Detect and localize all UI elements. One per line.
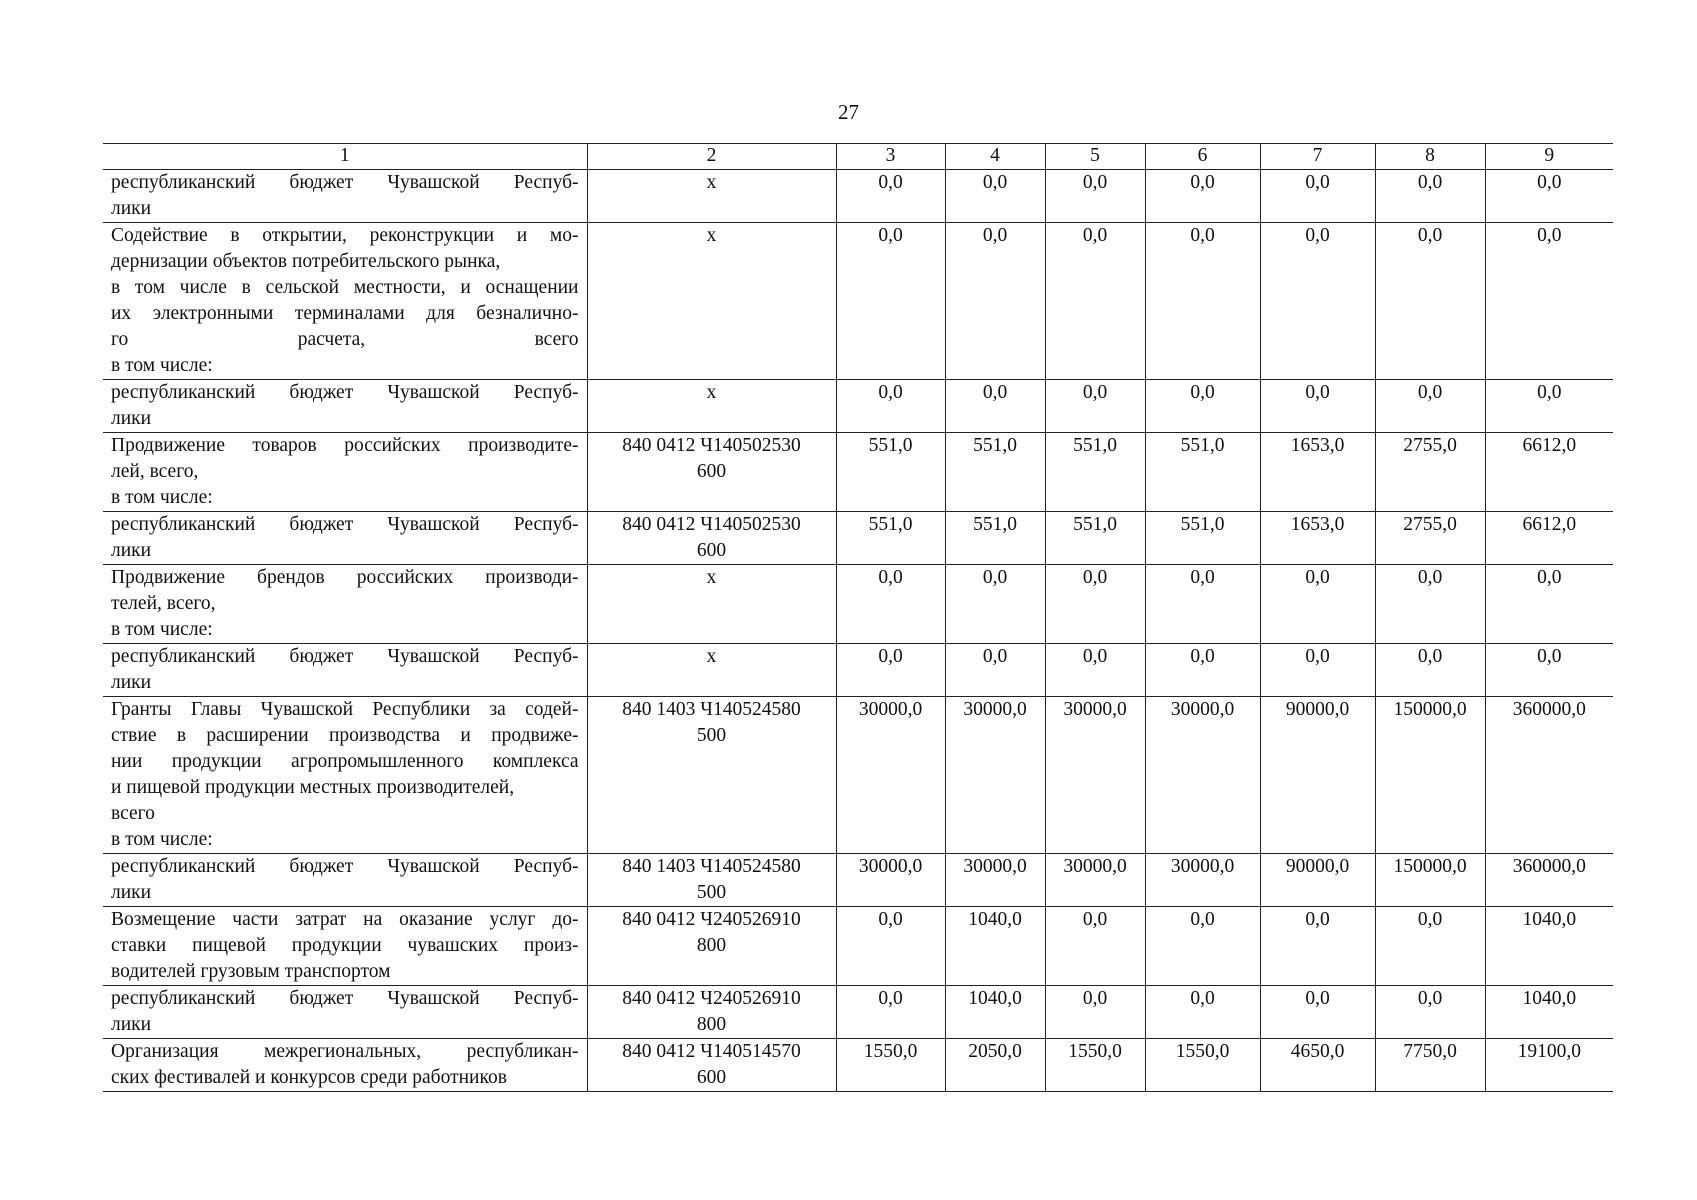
value-cell-col-7: 0,0 (1260, 907, 1375, 986)
value-cell-col-3: 0,0 (836, 644, 945, 697)
row-name-cell (103, 907, 587, 986)
row-name-line: в том числе: (111, 619, 213, 640)
budget-code-cell (587, 697, 836, 854)
value-cell-col-5: 0,0 (1045, 986, 1145, 1039)
budget-code-line: 600 (696, 461, 727, 482)
value-cell-col-7: 4650,0 (1260, 1039, 1375, 1092)
value-cell-col-6: 30000,0 (1145, 697, 1260, 854)
table-row (103, 380, 1613, 433)
row-name-line: республиканский бюджет Чувашской Респуб- (111, 646, 579, 667)
row-name-cell (103, 1039, 587, 1092)
row-name-line: лики (111, 1014, 152, 1035)
value-cell-col-9: 6612,0 (1485, 512, 1613, 565)
budget-code-line: 500 (696, 882, 727, 903)
value-cell-col-7: 0,0 (1260, 644, 1375, 697)
column-header-4: 4 (945, 144, 1045, 170)
row-name-line: в том числе: (111, 487, 213, 508)
row-name-line: ских фестивалей и конкурсов среди работников (111, 1067, 507, 1088)
value-cell-col-8: 0,0 (1375, 565, 1485, 644)
value-cell-col-5: 30000,0 (1045, 697, 1145, 854)
value-cell-col-7: 90000,0 (1260, 854, 1375, 907)
column-header-5: 5 (1045, 144, 1145, 170)
budget-code-line: х (706, 646, 717, 667)
table-row (103, 223, 1613, 380)
value-cell-col-5: 0,0 (1045, 170, 1145, 223)
value-cell-col-3: 0,0 (836, 380, 945, 433)
value-cell-col-6: 551,0 (1145, 512, 1260, 565)
row-name-cell (103, 854, 587, 907)
row-name-cell (103, 565, 587, 644)
value-cell-col-5: 0,0 (1045, 223, 1145, 380)
value-cell-col-4: 0,0 (945, 380, 1045, 433)
row-name-line: нии продукции агропромышленного комплекса (111, 751, 579, 772)
value-cell-col-7: 1653,0 (1260, 433, 1375, 512)
row-name-cell (103, 697, 587, 854)
value-cell-col-7: 0,0 (1260, 986, 1375, 1039)
row-name-line: лей, всего, (111, 461, 199, 482)
column-header-3: 3 (836, 144, 945, 170)
row-name-line: лики (111, 198, 152, 219)
value-cell-col-4: 30000,0 (945, 697, 1045, 854)
row-name-line: республиканский бюджет Чувашской Респуб- (111, 172, 579, 193)
value-cell-col-6: 30000,0 (1145, 854, 1260, 907)
budget-code-line: 840 1403 Ч140524580 (622, 699, 801, 720)
row-name-cell (103, 986, 587, 1039)
column-header-6: 6 (1145, 144, 1260, 170)
value-cell-col-8: 2755,0 (1375, 433, 1485, 512)
row-name-line: в том числе в сельской местности, и оснащении (111, 277, 579, 298)
row-name-line: водителей грузовым транспортом (111, 961, 391, 982)
budget-code-line: 800 (696, 935, 727, 956)
value-cell-col-3: 30000,0 (836, 854, 945, 907)
value-cell-col-4: 0,0 (945, 223, 1045, 380)
value-cell-col-6: 0,0 (1145, 223, 1260, 380)
budget-code-line: 840 0412 Ч140514570 (622, 1041, 801, 1062)
value-cell-col-7: 0,0 (1260, 223, 1375, 380)
value-cell-col-3: 0,0 (836, 986, 945, 1039)
row-name-cell (103, 223, 587, 380)
value-cell-col-8: 2755,0 (1375, 512, 1485, 565)
column-header-1: 1 (103, 144, 587, 170)
budget-table (103, 143, 1613, 1092)
budget-code-line: 840 0412 Ч140502530 (622, 514, 801, 535)
budget-code-line: х (706, 225, 717, 246)
table-row (103, 433, 1613, 512)
budget-code-line: 840 0412 Ч140502530 (622, 435, 801, 456)
column-header-8: 8 (1375, 144, 1485, 170)
row-name-line: Гранты Главы Чувашской Республики за содей- (111, 699, 579, 720)
value-cell-col-4: 0,0 (945, 565, 1045, 644)
value-cell-col-6: 0,0 (1145, 644, 1260, 697)
column-header-2: 2 (587, 144, 836, 170)
row-name-line: в том числе: (111, 829, 213, 850)
value-cell-col-5: 551,0 (1045, 512, 1145, 565)
value-cell-col-5: 0,0 (1045, 565, 1145, 644)
value-cell-col-3: 1550,0 (836, 1039, 945, 1092)
row-name-line: ставки пищевой продукции чувашских произ- (111, 935, 579, 956)
value-cell-col-6: 0,0 (1145, 170, 1260, 223)
value-cell-col-8: 150000,0 (1375, 854, 1485, 907)
table-row (103, 986, 1613, 1039)
value-cell-col-7: 0,0 (1260, 170, 1375, 223)
value-cell-col-9: 0,0 (1485, 565, 1613, 644)
row-name-cell (103, 170, 587, 223)
value-cell-col-3: 0,0 (836, 907, 945, 986)
value-cell-col-8: 0,0 (1375, 170, 1485, 223)
table-row (103, 1039, 1613, 1092)
budget-code-cell (587, 986, 836, 1039)
value-cell-col-7: 0,0 (1260, 565, 1375, 644)
value-cell-col-9: 360000,0 (1485, 697, 1613, 854)
value-cell-col-3: 551,0 (836, 512, 945, 565)
budget-code-line: 600 (696, 1067, 727, 1088)
row-name-cell (103, 433, 587, 512)
row-name-cell (103, 512, 587, 565)
row-name-cell (103, 644, 587, 697)
row-name-line: в том числе: (111, 355, 213, 376)
value-cell-col-8: 0,0 (1375, 380, 1485, 433)
budget-code-cell (587, 854, 836, 907)
value-cell-col-8: 7750,0 (1375, 1039, 1485, 1092)
row-name-line: и пищевой продукции местных производителей, (111, 777, 515, 798)
budget-code-cell (587, 907, 836, 986)
row-name-line: лики (111, 540, 152, 561)
value-cell-col-9: 6612,0 (1485, 433, 1613, 512)
row-name-line: лики (111, 882, 152, 903)
row-name-line: республиканский бюджет Чувашской Респуб- (111, 988, 579, 1009)
value-cell-col-4: 30000,0 (945, 854, 1045, 907)
value-cell-col-5: 1550,0 (1045, 1039, 1145, 1092)
row-name-line: ствие в расширении производства и продвиже- (111, 725, 579, 746)
value-cell-col-4: 551,0 (945, 433, 1045, 512)
value-cell-col-4: 0,0 (945, 170, 1045, 223)
value-cell-col-8: 0,0 (1375, 986, 1485, 1039)
value-cell-col-5: 0,0 (1045, 644, 1145, 697)
row-name-line: телей, всего, (111, 593, 216, 614)
value-cell-col-6: 551,0 (1145, 433, 1260, 512)
row-name-line: дернизации объектов потребительского рынка, (111, 251, 501, 272)
row-name-line: го расчета, всего (111, 329, 579, 350)
table-row (103, 644, 1613, 697)
row-name-line: республиканский бюджет Чувашской Респуб- (111, 856, 579, 877)
table-row (103, 854, 1613, 907)
row-name-line: республиканский бюджет Чувашской Респуб- (111, 382, 579, 403)
budget-code-line: 840 0412 Ч240526910 (622, 909, 801, 930)
value-cell-col-4: 2050,0 (945, 1039, 1045, 1092)
page-number: 27 (838, 100, 859, 124)
value-cell-col-3: 551,0 (836, 433, 945, 512)
column-header-7: 7 (1260, 144, 1375, 170)
budget-code-line: х (706, 567, 717, 588)
budget-code-cell (587, 565, 836, 644)
value-cell-col-9: 0,0 (1485, 380, 1613, 433)
budget-code-cell (587, 223, 836, 380)
value-cell-col-5: 30000,0 (1045, 854, 1145, 907)
value-cell-col-5: 0,0 (1045, 380, 1145, 433)
value-cell-col-9: 0,0 (1485, 644, 1613, 697)
budget-code-cell (587, 170, 836, 223)
value-cell-col-7: 0,0 (1260, 380, 1375, 433)
value-cell-col-9: 0,0 (1485, 223, 1613, 380)
value-cell-col-5: 551,0 (1045, 433, 1145, 512)
value-cell-col-6: 0,0 (1145, 986, 1260, 1039)
value-cell-col-3: 0,0 (836, 565, 945, 644)
row-name-line: их электронными терминалами для безналично- (111, 303, 579, 324)
row-name-line: Содействие в открытии, реконструкции и мо- (111, 225, 579, 246)
value-cell-col-6: 0,0 (1145, 565, 1260, 644)
budget-code-cell (587, 1039, 836, 1092)
table-row (103, 697, 1613, 854)
row-name-line: Продвижение товаров российских производите- (111, 435, 579, 456)
value-cell-col-9: 1040,0 (1485, 986, 1613, 1039)
budget-code-line: 800 (696, 1014, 727, 1035)
value-cell-col-6: 0,0 (1145, 907, 1260, 986)
table-body (103, 170, 1613, 1092)
budget-code-cell (587, 512, 836, 565)
value-cell-col-4: 0,0 (945, 644, 1045, 697)
table-row (103, 512, 1613, 565)
value-cell-col-4: 1040,0 (945, 907, 1045, 986)
budget-code-line: х (706, 382, 717, 403)
row-name-line: Организация межрегиональных, республикан- (111, 1041, 579, 1062)
value-cell-col-6: 1550,0 (1145, 1039, 1260, 1092)
value-cell-col-9: 0,0 (1485, 170, 1613, 223)
budget-code-cell (587, 433, 836, 512)
value-cell-col-4: 551,0 (945, 512, 1045, 565)
table-row (103, 565, 1613, 644)
value-cell-col-3: 30000,0 (836, 697, 945, 854)
value-cell-col-8: 0,0 (1375, 907, 1485, 986)
budget-code-cell (587, 644, 836, 697)
value-cell-col-7: 90000,0 (1260, 697, 1375, 854)
budget-code-line: 600 (696, 540, 727, 561)
value-cell-col-3: 0,0 (836, 170, 945, 223)
budget-code-line: 840 1403 Ч140524580 (622, 856, 801, 877)
budget-code-line: 500 (696, 725, 727, 746)
value-cell-col-9: 19100,0 (1485, 1039, 1613, 1092)
value-cell-col-5: 0,0 (1045, 907, 1145, 986)
value-cell-col-3: 0,0 (836, 223, 945, 380)
row-name-cell (103, 380, 587, 433)
row-name-line: всего (111, 803, 155, 824)
header-row (103, 144, 1613, 170)
row-name-line: Продвижение брендов российских производи- (111, 567, 579, 588)
value-cell-col-9: 1040,0 (1485, 907, 1613, 986)
column-header-9: 9 (1485, 144, 1613, 170)
value-cell-col-6: 0,0 (1145, 380, 1260, 433)
row-name-line: лики (111, 408, 152, 429)
value-cell-col-4: 1040,0 (945, 986, 1045, 1039)
table-row (103, 170, 1613, 223)
value-cell-col-8: 150000,0 (1375, 697, 1485, 854)
row-name-line: Возмещение части затрат на оказание услуг до- (111, 909, 579, 930)
value-cell-col-9: 360000,0 (1485, 854, 1613, 907)
budget-code-line: х (706, 172, 717, 193)
budget-code-cell (587, 380, 836, 433)
value-cell-col-7: 1653,0 (1260, 512, 1375, 565)
table-row (103, 907, 1613, 986)
value-cell-col-8: 0,0 (1375, 223, 1485, 380)
row-name-line: республиканский бюджет Чувашской Респуб- (111, 514, 579, 535)
value-cell-col-8: 0,0 (1375, 644, 1485, 697)
row-name-line: лики (111, 672, 152, 693)
budget-code-line: 840 0412 Ч240526910 (622, 988, 801, 1009)
